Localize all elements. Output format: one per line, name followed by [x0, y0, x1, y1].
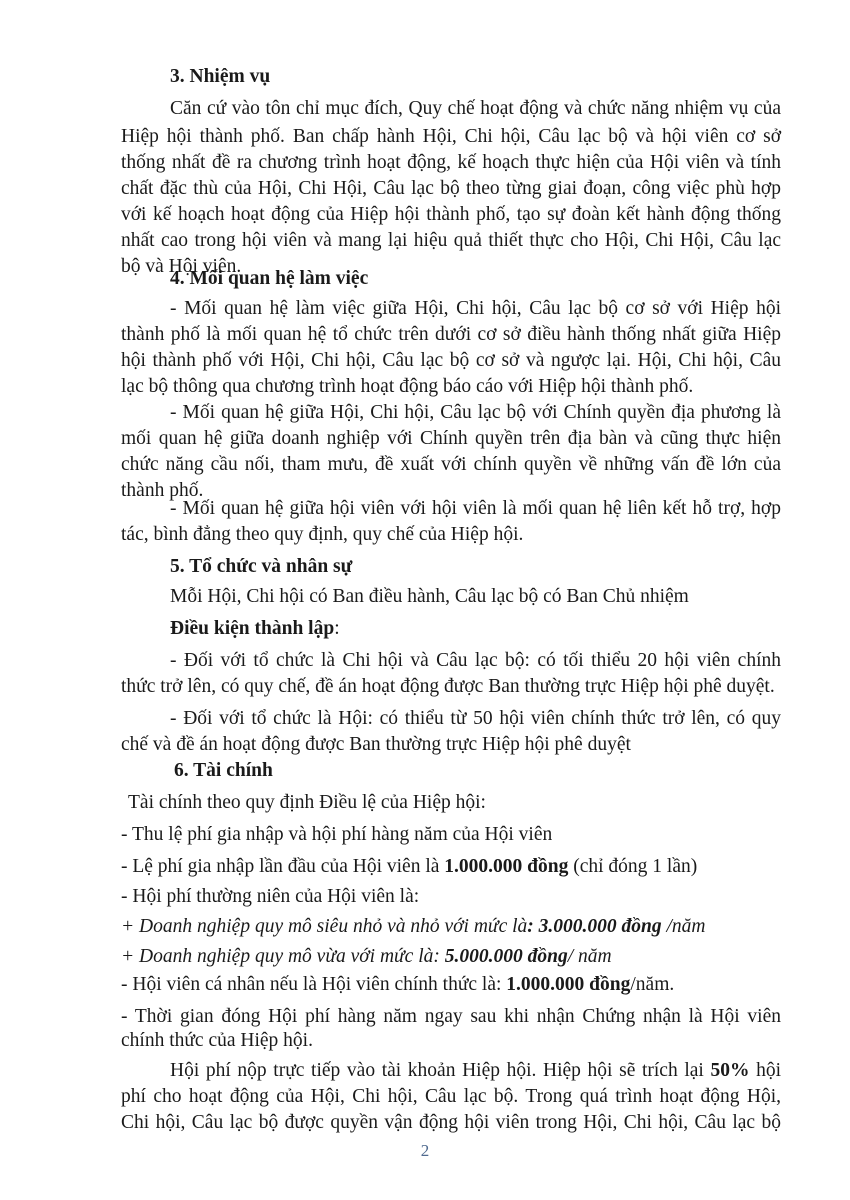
section-3-line: chất đặc thù của Hội, Chi Hội, Câu lạc bộ theo từng giai đoạn, công việc phù hợp [121, 178, 781, 199]
conditions-heading: Điều kiện thành lập [170, 618, 335, 639]
section-4-para1-line: thành phố là mối quan hệ tổ chức trên dưới cơ sở điều hành thống nhất giữa Hiệp [121, 324, 781, 345]
fee-unit: /năm [661, 916, 706, 937]
section-3-line: với kế hoạch hoạt động của Hiệp hội thành phố, tạo sự đoàn kết hành động thống [121, 204, 781, 225]
section-3-line: bộ và Hội viên. [121, 256, 242, 277]
fee-text: - Hội viên cá nhân nếu là Hội viên chính thức là: [121, 974, 507, 995]
section-5-para1-line: - Đối với tổ chức là Chi hội và Câu lạc bộ: có tối thiểu 20 hội viên chính [170, 650, 781, 671]
section-4-para1-line: - Mối quan hệ làm việc giữa Hội, Chi hội, Câu lạc bộ cơ sở với Hiệp hội [170, 298, 781, 319]
section-4-para2-line: mối quan hệ giữa doanh nghiệp với Chính quyền trên địa bàn và cũng thực hiện [121, 428, 781, 449]
section-4-para2-line: chức năng cầu nối, tham mưu, đề xuất với chính quyền về những vấn đề lớn của [121, 454, 781, 475]
section-5-subheading [170, 616, 781, 642]
fee-item: chính thức của Hiệp hội. [121, 1030, 313, 1051]
fee-subitem [121, 914, 781, 940]
fee-item: - Thời gian đóng Hội phí hàng năm ngay sau khi nhận Chứng nhận là Hội viên [121, 1006, 781, 1027]
section-5-heading: 5. Tổ chức và nhân sự [170, 556, 353, 577]
section-4-para3-line: tác, bình đẳng theo quy định, quy chế của Hiệp hội. [121, 524, 524, 545]
section-4-para1-line: hội thành phố với Hội, Chi hội, Câu lạc bộ cơ sở và ngược lại. Hội, Chi hội, Câu [121, 350, 781, 371]
section-5-para2-line: chế và đề án hoạt động được Ban thường trực Hiệp hội phê duyệt [121, 734, 631, 755]
section-6-heading: 6. Tài chính [174, 760, 273, 781]
section-3-line: Hiệp hội thành phố. Ban chấp hành Hội, Chi hội, Câu lạc bộ và hội viên cơ sở [121, 126, 781, 147]
fee-amount: 1.000.000 đồng [506, 974, 631, 995]
section-3-heading: 3. Nhiệm vụ [170, 66, 271, 87]
section-5-para2-line: - Đối với tổ chức là Hội: có thiểu từ 50 hội viên chính thức trở lên, có quy [170, 708, 781, 729]
conditions-colon: : [334, 618, 340, 639]
section-6-intro: Tài chính theo quy định Điều lệ của Hiệp hội: [128, 792, 486, 813]
closing-line: phí cho hoạt động của Hội, Chi hội, Câu lạc bộ. Trong quá trình hoạt động Hội, [121, 1086, 781, 1107]
section-5-intro: Mỗi Hội, Chi hội có Ban điều hành, Câu lạc bộ có Ban Chủ nhiệm [170, 586, 689, 607]
closing-text: Hội phí nộp trực tiếp vào tài khoản Hiệp hội. Hiệp hội sẽ trích lại [170, 1060, 711, 1081]
section-4-para2-line: - Mối quan hệ giữa Hội, Chi hội, Câu lạc bộ với Chính quyền địa phương là [170, 402, 781, 423]
fee-note: (chỉ đóng 1 lần) [568, 856, 698, 877]
fee-item [121, 972, 781, 998]
fee-amount: 5.000.000 đồng [444, 946, 568, 967]
closing-percent: 50% [710, 1060, 750, 1081]
section-4-para3-line: - Mối quan hệ giữa hội viên với hội viên là mối quan hệ liên kết hỗ trợ, hợp [170, 498, 781, 519]
fee-item: - Thu lệ phí gia nhập và hội phí hàng năm của Hội viên [121, 824, 553, 845]
fee-amount: 1.000.000 đồng [444, 856, 569, 877]
section-3-line: Căn cứ vào tôn chỉ mục đích, Quy chế hoạt động và chức năng nhiệm vụ của [170, 98, 781, 119]
section-3-line: nhất cao trong hội viên và mang lại hiệu quả thiết thực cho Hội, Chi Hội, Câu lạc [121, 230, 781, 251]
fee-item [121, 854, 781, 880]
fee-text: + Doanh nghiệp quy mô vừa với mức là: [121, 946, 445, 967]
fee-amount: : 3.000.000 đồng [527, 916, 662, 937]
section-3-line: thống nhất đề ra chương trình hoạt động, kế hoạch thực hiện của Hội viên và tính [121, 152, 781, 173]
section-4-para1-line: lạc bộ thông qua chương trình hoạt động báo cáo với Hiệp hội thành phố. [121, 376, 694, 397]
section-4-heading: 4. Mối quan hệ làm việc [170, 268, 369, 289]
closing-line [170, 1058, 781, 1084]
fee-subitem [121, 944, 781, 970]
section-5-para1-line: thức trở lên, có quy chế, đề án hoạt động được Ban thường trực Hiệp hội phê duyệt. [121, 676, 775, 697]
fee-text: - Lệ phí gia nhập lần đầu của Hội viên là [121, 856, 445, 877]
fee-item: - Hội phí thường niên của Hội viên là: [121, 886, 420, 907]
fee-unit: /năm. [630, 974, 675, 995]
closing-line: Chi hội, Câu lạc bộ được quyền vận động hội viên trong Hội, Chi hội, Câu lạc bộ [121, 1112, 781, 1133]
page-number: 2 [420, 1141, 430, 1160]
section-4-para2-line: thành phố. [121, 480, 204, 501]
closing-text: hội [749, 1060, 781, 1081]
fee-text: + Doanh nghiệp quy mô siêu nhỏ và nhỏ với mức là [121, 916, 528, 937]
fee-unit: / năm [567, 946, 612, 967]
